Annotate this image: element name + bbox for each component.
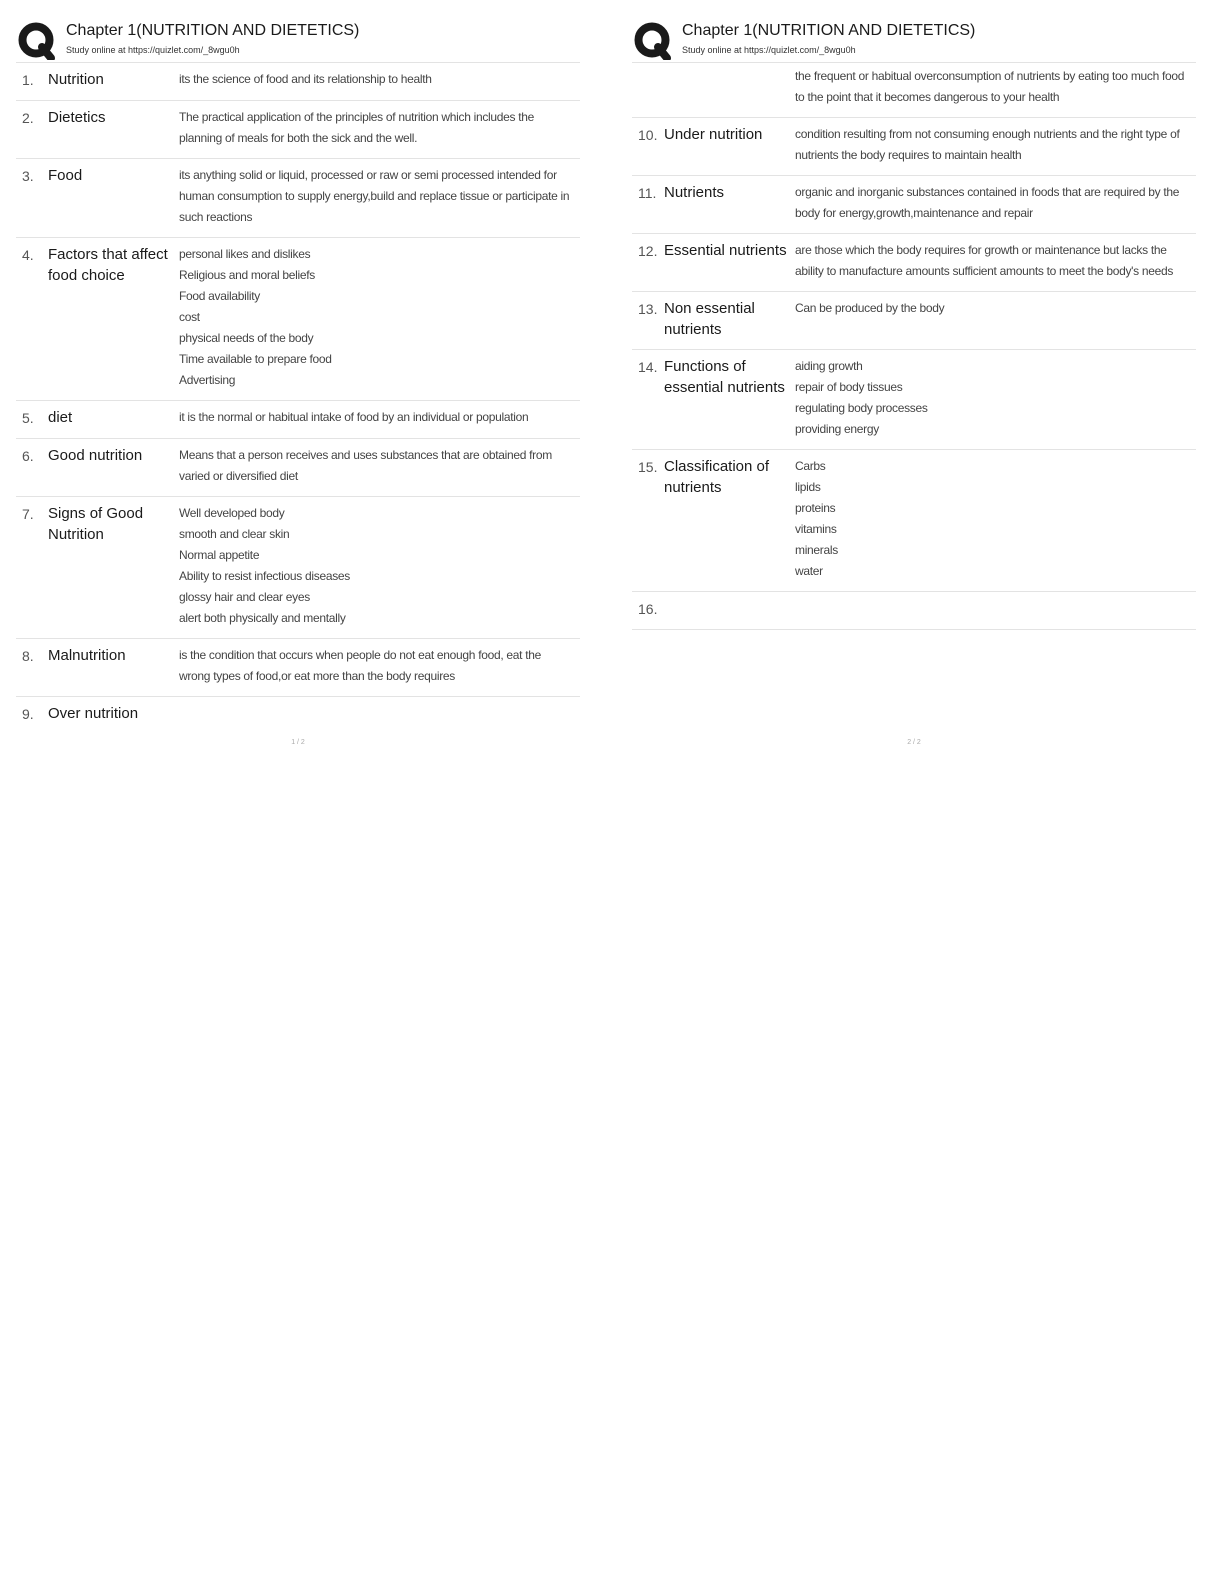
term-row: [16, 238, 580, 401]
term: Essential nutrients: [664, 242, 787, 259]
definition-line: Time available to prepare food: [179, 352, 332, 366]
definition-line: Well developed body: [179, 506, 285, 520]
term-row: [16, 697, 580, 734]
study-link[interactable]: Study online at https://quizlet.com/_8wgu0h: [66, 45, 240, 55]
definition-line: smooth and clear skin: [179, 527, 290, 541]
row-number: 7.: [22, 506, 34, 522]
definition-line: aiding growth: [795, 359, 863, 373]
term: Nutrients: [664, 184, 725, 201]
definition-line: vitamins: [795, 522, 837, 536]
definition-line: Carbs: [795, 459, 826, 473]
definition-line: Normal appetite: [179, 548, 260, 562]
row-number: 9.: [22, 706, 34, 722]
quizlet-logo-icon: [634, 22, 672, 60]
term: Non essential nutrients: [664, 300, 755, 338]
definition-line: Food availability: [179, 289, 260, 303]
page-number: 2 / 2: [907, 739, 921, 746]
definition: [179, 244, 580, 391]
definition-line: The practical application of the principles of nutrition which includes the planning of meals for both the sick and the well.: [179, 110, 535, 145]
page-title: Chapter 1(NUTRITION AND DIETETICS): [66, 22, 360, 39]
row-number: 15.: [638, 459, 658, 475]
term: Classification of nutrients: [664, 458, 770, 496]
definition-line: Can be produced by the body: [795, 301, 945, 315]
definition-line: Advertising: [179, 373, 236, 387]
definition-line: regulating body processes: [795, 401, 928, 415]
definition-line: Religious and moral beliefs: [179, 268, 315, 282]
definition-line: its anything solid or liquid, processed or raw or semi processed intended for human consumption to supply energy,build and replace tissue or participate in such reactions: [179, 168, 570, 224]
row-number: 5.: [22, 410, 34, 426]
term-row: [632, 592, 1196, 630]
definition-line: organic and inorganic substances contained in foods that are required by the body for energy,growth,maintenance and repair: [795, 185, 1180, 220]
term: Factors that affect food choice: [48, 246, 168, 284]
term: Dietetics: [48, 109, 106, 126]
definition: [795, 124, 1196, 166]
term-list: [632, 62, 1196, 630]
definition-line: are those which the body requires for growth or maintenance but lacks the ability to manufacture amounts sufficient amounts to meet the body's needs: [795, 243, 1174, 278]
definition-line: minerals: [795, 543, 838, 557]
definition-line: alert both physically and mentally: [179, 611, 346, 625]
definition-line: repair of body tissues: [795, 380, 903, 394]
term: Over nutrition: [48, 705, 139, 722]
definition-line: condition resulting from not consuming enough nutrients and the right type of nutrients the body requires to maintain health: [795, 127, 1180, 162]
term: Malnutrition: [48, 647, 126, 664]
definition-line: personal likes and dislikes: [179, 247, 311, 261]
term-row: [632, 176, 1196, 234]
definition-line: it is the normal or habitual intake of food by an individual or population: [179, 410, 529, 424]
definition-line: is the condition that occurs when people do not eat enough food, eat the wrong types of food,or eat more than the body requires: [179, 648, 542, 683]
term-row: [16, 159, 580, 238]
row-number: 4.: [22, 247, 34, 263]
term-row: [16, 401, 580, 439]
definition: [179, 645, 580, 687]
row-number: [632, 66, 664, 108]
term: diet: [48, 409, 73, 426]
row-number: 12.: [638, 243, 658, 259]
term-list: [16, 62, 580, 734]
definition-line: proteins: [795, 501, 836, 515]
definition-line: glossy hair and clear eyes: [179, 590, 310, 604]
row-number: 8.: [22, 648, 34, 664]
definition: [795, 356, 1196, 440]
term-row: [632, 450, 1196, 592]
term: Good nutrition: [48, 447, 143, 464]
page-title: Chapter 1(NUTRITION AND DIETETICS): [682, 22, 976, 39]
row-number: 6.: [22, 448, 34, 464]
page-header: [16, 0, 580, 62]
definition: [179, 503, 580, 629]
definition: [795, 298, 1196, 340]
definition-line: lipids: [795, 480, 821, 494]
row-number: 1.: [22, 72, 34, 88]
row-number: 2.: [22, 110, 34, 126]
term-row: [16, 639, 580, 697]
row-number: 13.: [638, 301, 658, 317]
definition: [179, 445, 580, 487]
term: Functions of essential nutrients: [664, 358, 785, 396]
page-header: [632, 0, 1196, 62]
row-number: 11.: [638, 185, 657, 201]
definition: [795, 182, 1196, 224]
term: [664, 66, 795, 108]
definition: [179, 407, 580, 429]
term-row: [632, 350, 1196, 450]
row-number: 10.: [638, 127, 658, 143]
definition-line: Means that a person receives and uses substances that are obtained from varied or diversified diet: [179, 448, 552, 483]
page-number: 1 / 2: [291, 739, 305, 746]
document-page-2: [632, 0, 1196, 746]
definition: [179, 69, 580, 91]
continued-row: [632, 63, 1196, 118]
definition-line: water: [795, 564, 823, 578]
definition-line: its the science of food and its relationship to health: [179, 72, 432, 86]
definition-line: cost: [179, 310, 200, 324]
definition: [795, 598, 1196, 620]
definition: [179, 165, 580, 228]
row-number: 16.: [638, 601, 658, 617]
term: Under nutrition: [664, 126, 763, 143]
definition-line: the frequent or habitual overconsumption of nutrients by eating too much food to the point that it becomes dangerous to your health: [795, 69, 1185, 104]
definition: [795, 456, 1196, 582]
row-number: 14.: [638, 359, 658, 375]
definition-line: physical needs of the body: [179, 331, 314, 345]
term-row: [16, 63, 580, 101]
term-row: [16, 439, 580, 497]
document-page-1: [16, 0, 580, 746]
definition-line: providing energy: [795, 422, 879, 436]
definition: [795, 66, 1196, 108]
term-row: [632, 118, 1196, 176]
term: Signs of Good Nutrition: [48, 505, 144, 543]
term: Nutrition: [48, 71, 104, 88]
definition: [179, 703, 580, 725]
term: [664, 598, 795, 620]
term-row: [16, 497, 580, 639]
definition-line: Ability to resist infectious diseases: [179, 569, 350, 583]
definition: [179, 107, 580, 149]
term-row: [16, 101, 580, 159]
term-row: [632, 234, 1196, 292]
quizlet-logo-icon: [18, 22, 56, 60]
term: Food: [48, 167, 83, 184]
definition: [795, 240, 1196, 282]
term-row: [632, 292, 1196, 350]
study-link[interactable]: Study online at https://quizlet.com/_8wgu0h: [682, 45, 856, 55]
row-number: 3.: [22, 168, 34, 184]
